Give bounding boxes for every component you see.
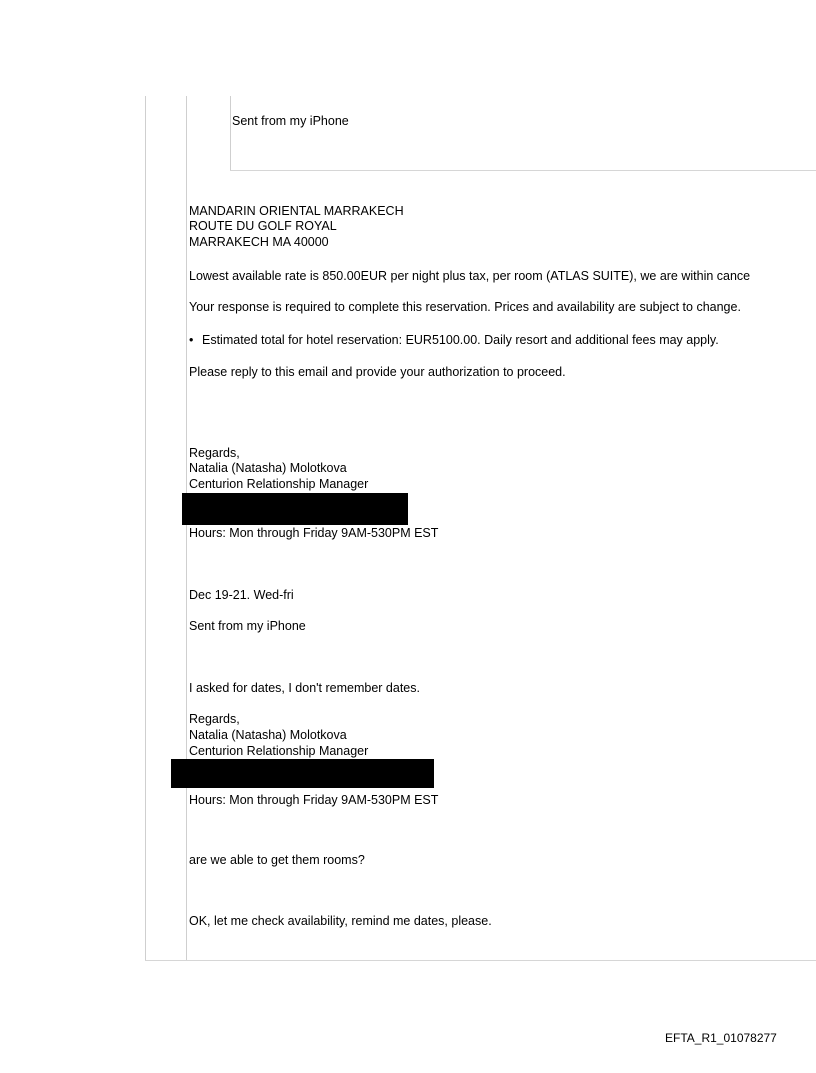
nested-quote-bottom	[230, 170, 816, 171]
rate-line: Lowest available rate is 850.00EUR per night plus tax, per room (ATLAS SUITE), we are within cance	[189, 269, 751, 283]
outer-bottom-border	[145, 960, 816, 961]
signature-title: Centurion Relationship Manager	[189, 744, 369, 758]
document-id: EFTA_R1_01078277	[665, 1031, 777, 1045]
check-message: OK, let me check availability, remind me dates, please.	[189, 914, 492, 928]
redaction-box	[171, 759, 434, 788]
hotel-name: MANDARIN ORIENTAL MARRAKECH	[189, 204, 404, 218]
response-line: Your response is required to complete this reservation. Prices and availability are subject to change.	[189, 300, 741, 314]
asked-message: I asked for dates, I don't remember dates.	[189, 681, 420, 695]
hotel-street: ROUTE DU GOLF ROYAL	[189, 219, 337, 233]
estimate-line: Estimated total for hotel reservation: EUR5100.00. Daily resort and additional fees may apply.	[202, 333, 719, 347]
signature-name: Natalia (Natasha) Molotkova	[189, 461, 347, 475]
signature-title: Centurion Relationship Manager	[189, 477, 369, 491]
sent-from-line: Sent from my iPhone	[189, 619, 306, 633]
redaction-box	[182, 493, 408, 525]
signature-regards: Regards,	[189, 446, 240, 460]
rooms-message: are we able to get them rooms?	[189, 853, 365, 867]
hotel-city: MARRAKECH MA 40000	[189, 235, 329, 249]
quoted-sent-from: Sent from my iPhone	[232, 114, 349, 128]
nested-quote-border	[230, 96, 231, 170]
bullet-icon: •	[189, 333, 194, 347]
reply-line: Please reply to this email and provide your authorization to proceed.	[189, 365, 566, 379]
quote-left-border	[186, 96, 187, 960]
signature-hours: Hours: Mon through Friday 9AM-530PM EST	[189, 526, 439, 540]
signature-hours: Hours: Mon through Friday 9AM-530PM EST	[189, 793, 439, 807]
estimate-item	[189, 333, 719, 347]
dates-message: Dec 19-21. Wed-fri	[189, 588, 294, 602]
outer-left-border	[145, 96, 146, 960]
signature-regards: Regards,	[189, 712, 240, 726]
signature-name: Natalia (Natasha) Molotkova	[189, 728, 347, 742]
